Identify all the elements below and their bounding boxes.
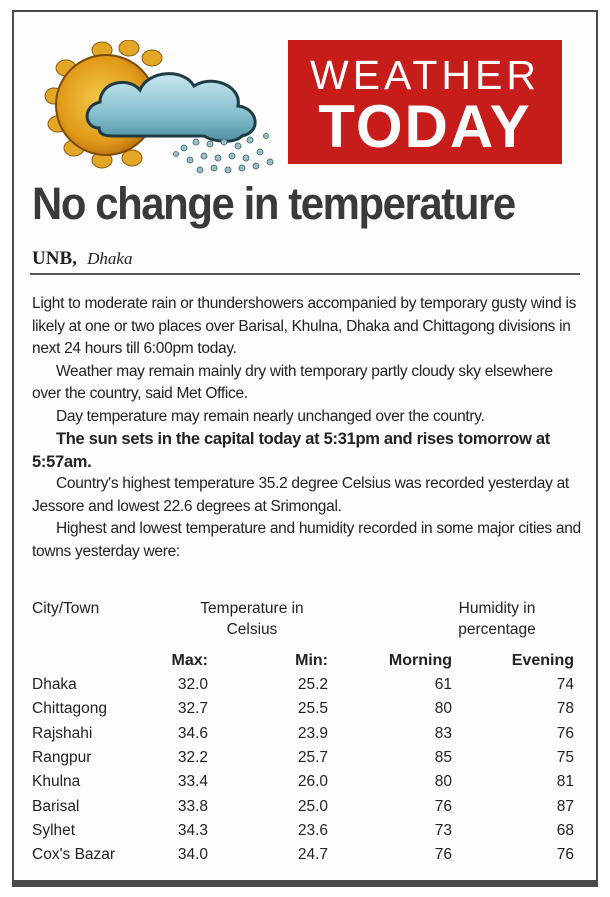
byline-agency: UNB, (32, 248, 77, 269)
city-cell: Barisal (32, 797, 80, 815)
min-cell: 23.9 (297, 724, 328, 742)
temperature-header-line2: Celsius (226, 621, 278, 638)
humidity-header-line2: percentage (458, 621, 536, 638)
evening-cell: 87 (556, 797, 574, 815)
morning-cell: 85 (434, 748, 452, 766)
city-cell: Khulna (32, 773, 81, 791)
table-row (32, 725, 582, 748)
max-cell: 34.0 (177, 846, 208, 864)
byline-place: Dhaka (87, 249, 133, 268)
paragraph: Day temperature may remain nearly unchanged over the country. (56, 407, 485, 425)
table-row (32, 846, 582, 869)
morning-cell: 80 (434, 773, 452, 791)
evening-cell: 81 (556, 773, 574, 791)
min-cell: 26.0 (297, 773, 328, 791)
humidity-header-line1: Humidity in (458, 600, 536, 617)
city-cell: Chittagong (32, 700, 107, 718)
city-cell: Sylhet (32, 821, 76, 839)
byline-rule (30, 273, 580, 275)
morning-subheader: Morning (388, 652, 452, 669)
byline (32, 248, 132, 270)
banner-weather-text: WEATHER (310, 52, 540, 98)
morning-cell: 83 (434, 724, 452, 742)
evening-cell: 75 (556, 748, 574, 766)
max-cell: 32.2 (177, 748, 208, 766)
paragraph: Highest and lowest temperature and humidity recorded in some major cities and towns yesterday were: (32, 520, 581, 560)
evening-cell: 74 (556, 676, 574, 693)
min-cell: 25.2 (297, 676, 328, 693)
paragraph: Light to moderate rain or thundershowers accompanied by temporary gusty wind is likely at one or two places over Barisal, Khulna, Dhaka and Chittagong divisions in next 24 hours till 6:00pm today. (32, 295, 577, 357)
max-cell: 32.0 (177, 676, 208, 693)
city-cell: Rangpur (32, 748, 92, 766)
temperature-header (182, 600, 322, 639)
max-cell: 33.4 (177, 773, 208, 791)
headline: No change in temperature (32, 178, 515, 229)
max-subheader: Max: (171, 652, 208, 669)
city-cell: Cox's Bazar (32, 846, 116, 864)
max-cell: 32.7 (177, 700, 208, 718)
evening-cell: 68 (556, 821, 574, 839)
temperature-header-line1: Temperature in (200, 600, 304, 617)
morning-cell: 76 (434, 846, 452, 864)
bottom-rule (12, 880, 598, 887)
morning-cell: 80 (434, 700, 452, 718)
article-body (32, 293, 582, 563)
table-row (32, 822, 582, 845)
table-row (32, 700, 582, 723)
max-cell: 34.3 (177, 821, 208, 839)
evening-cell: 76 (556, 724, 574, 742)
evening-subheader: Evening (511, 652, 574, 669)
weather-today-banner (288, 40, 562, 164)
min-cell: 25.7 (297, 748, 328, 766)
table-row (32, 749, 582, 772)
sun-times-paragraph: The sun sets in the capital today at 5:31pm and rises tomorrow at 5:57am. (32, 430, 550, 471)
evening-cell: 76 (556, 846, 574, 864)
min-cell: 24.7 (297, 846, 328, 864)
evening-cell: 78 (556, 700, 574, 718)
humidity-header (442, 600, 552, 639)
paragraph: Weather may remain mainly dry with temporary partly cloudy sky elsewhere over the country, said Met Office. (32, 362, 553, 402)
table-row (32, 798, 582, 821)
table-row (32, 676, 582, 699)
table-row (32, 773, 582, 796)
paragraph: Country's highest temperature 35.2 degree Celsius was recorded yesterday at Jessore and lowest 22.6 degrees at Srimongal. (32, 475, 569, 515)
sun-cloud-rain-icon (44, 40, 284, 175)
city-cell: Dhaka (32, 676, 77, 693)
city-header: City/Town (32, 600, 100, 617)
max-cell: 33.8 (177, 797, 208, 815)
morning-cell: 73 (434, 821, 452, 839)
min-cell: 25.5 (297, 700, 328, 718)
max-cell: 34.6 (177, 724, 208, 742)
city-cell: Rajshahi (32, 724, 93, 742)
banner-today-text: TODAY (318, 93, 532, 160)
morning-cell: 76 (434, 797, 452, 815)
morning-cell: 61 (434, 676, 452, 693)
min-cell: 25.0 (297, 797, 328, 815)
min-cell: 23.6 (297, 821, 328, 839)
min-subheader: Min: (295, 652, 328, 669)
